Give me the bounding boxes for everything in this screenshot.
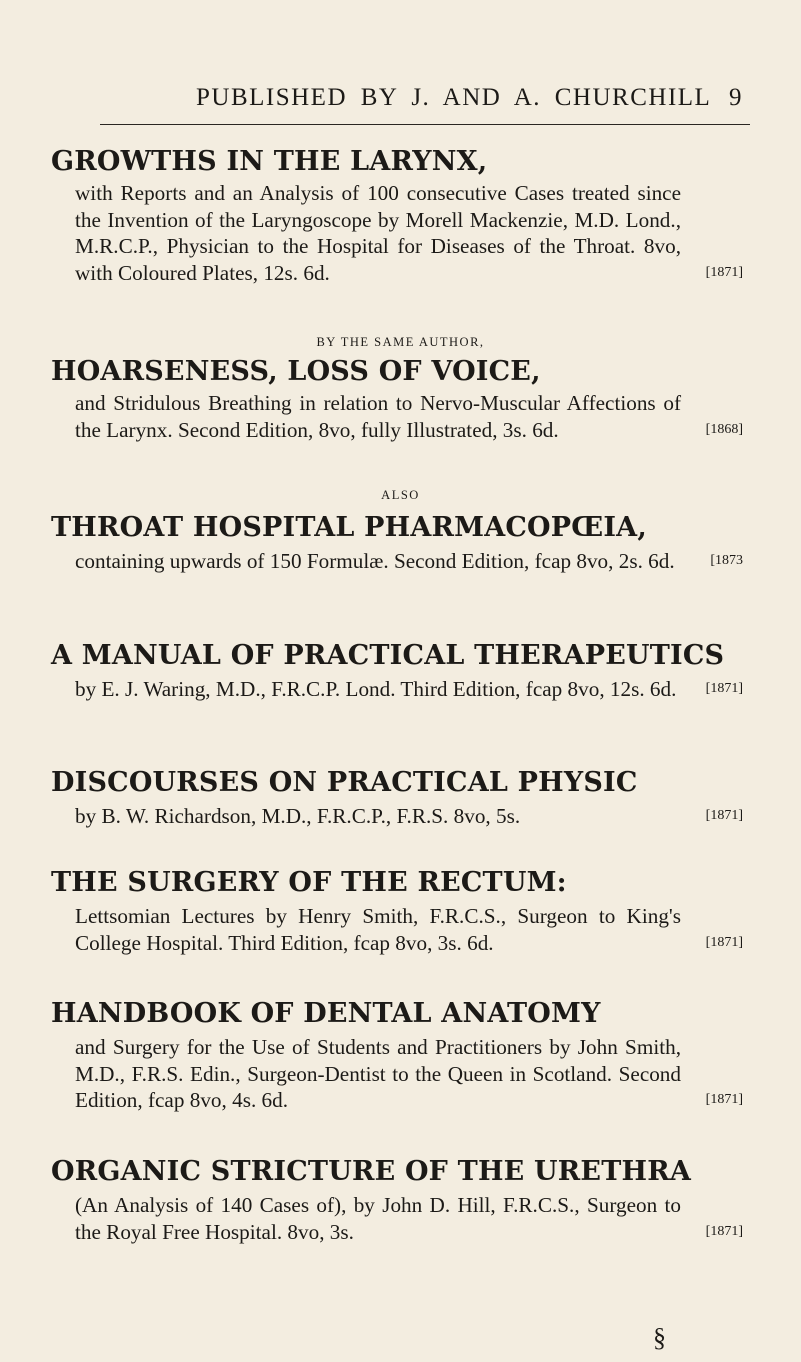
catalog-entry xyxy=(51,640,751,703)
entry-text: and Stridulous Breathing in relation to Nervo-Muscular Affections of the Larynx. Second Edition, 8vo, fully Illustrated, 3s. 6d. xyxy=(75,391,681,442)
entry-description xyxy=(75,180,751,286)
entry-year: [1871] xyxy=(705,681,743,696)
entry-text: by B. W. Richardson, M.D., F.R.C.P., F.R.S. 8vo, 5s. xyxy=(75,804,521,828)
publisher-line: PUBLISHED BY J. AND A. CHURCHILL xyxy=(196,84,712,111)
header-rule xyxy=(100,124,750,125)
entry-text: with Reports and an Analysis of 100 consecutive Cases treated since the Invention of the Laryngoscope by Morell Mackenzie, M.D. Lond., M.R.C.P., Physician to the Hospital for Diseases of the Throat. 8vo, with Coloured Plates, 12s. 6d. xyxy=(75,181,681,285)
catalog-entry xyxy=(51,146,751,286)
entry-title: DISCOURSES ON PRACTICAL PHYSIC xyxy=(51,767,638,798)
entry-description xyxy=(75,903,751,956)
entry-year: [1873 xyxy=(710,553,743,568)
catalog-entry xyxy=(51,867,751,956)
catalog-entry xyxy=(51,998,751,1114)
entry-title: GROWTHS IN THE LARYNX, xyxy=(51,146,488,177)
entry-title: ORGANIC STRICTURE OF THE URETHRA xyxy=(51,1156,691,1187)
catalog-entry xyxy=(51,512,751,575)
entry-text: and Surgery for the Use of Students and Practitioners by John Smith, M.D., F.R.S. Edin., Surgeon-Dentist to the Queen in Scotland. Second Edition, fcap 8vo, 4s. 6d. xyxy=(75,1035,681,1112)
entry-title: HOARSENESS, LOSS OF VOICE, xyxy=(51,356,541,387)
entry-year: [1871] xyxy=(705,1223,743,1239)
entry-text: (An Analysis of 140 Cases of), by John D. Hill, F.R.C.S., Surgeon to the Royal Free Hospital. 8vo, 3s. xyxy=(75,1193,681,1244)
entry-description xyxy=(75,390,751,443)
section-separator: BY THE SAME AUTHOR, xyxy=(316,335,485,349)
entry-description xyxy=(75,803,751,830)
entry-year: [1868] xyxy=(705,421,743,437)
entry-year: [1871] xyxy=(705,808,743,823)
running-head xyxy=(0,0,801,128)
entry-text: containing upwards of 150 Formulæ. Second Edition, fcap 8vo, 2s. 6d. xyxy=(75,549,675,573)
entry-description xyxy=(75,1034,751,1114)
catalog-entry xyxy=(51,767,751,830)
entry-title: THE SURGERY OF THE RECTUM: xyxy=(51,867,567,898)
signature-mark: § xyxy=(653,1323,666,1352)
entry-year: [1871] xyxy=(705,934,743,950)
entry-title: THROAT HOSPITAL PHARMACOPŒIA, xyxy=(51,512,647,543)
entry-description xyxy=(75,1192,751,1245)
entry-year: [1871] xyxy=(705,264,743,280)
catalog-entry xyxy=(51,1156,751,1245)
entry-year: [1871] xyxy=(705,1092,743,1107)
entry-title: A MANUAL OF PRACTICAL THERAPEUTICS xyxy=(51,640,725,671)
entry-description xyxy=(75,548,751,575)
page-number: 9 xyxy=(729,84,742,111)
catalog-entry xyxy=(51,356,751,443)
entry-text: by E. J. Waring, M.D., F.R.C.P. Lond. Third Edition, fcap 8vo, 12s. 6d. xyxy=(75,677,677,701)
entry-description xyxy=(75,676,751,703)
section-separator: ALSO xyxy=(381,488,420,502)
entry-text: Lettsomian Lectures by Henry Smith, F.R.C.S., Surgeon to King's College Hospital. Third Edition, fcap 8vo, 3s. 6d. xyxy=(75,904,681,955)
entry-title: HANDBOOK OF DENTAL ANATOMY xyxy=(51,998,601,1029)
